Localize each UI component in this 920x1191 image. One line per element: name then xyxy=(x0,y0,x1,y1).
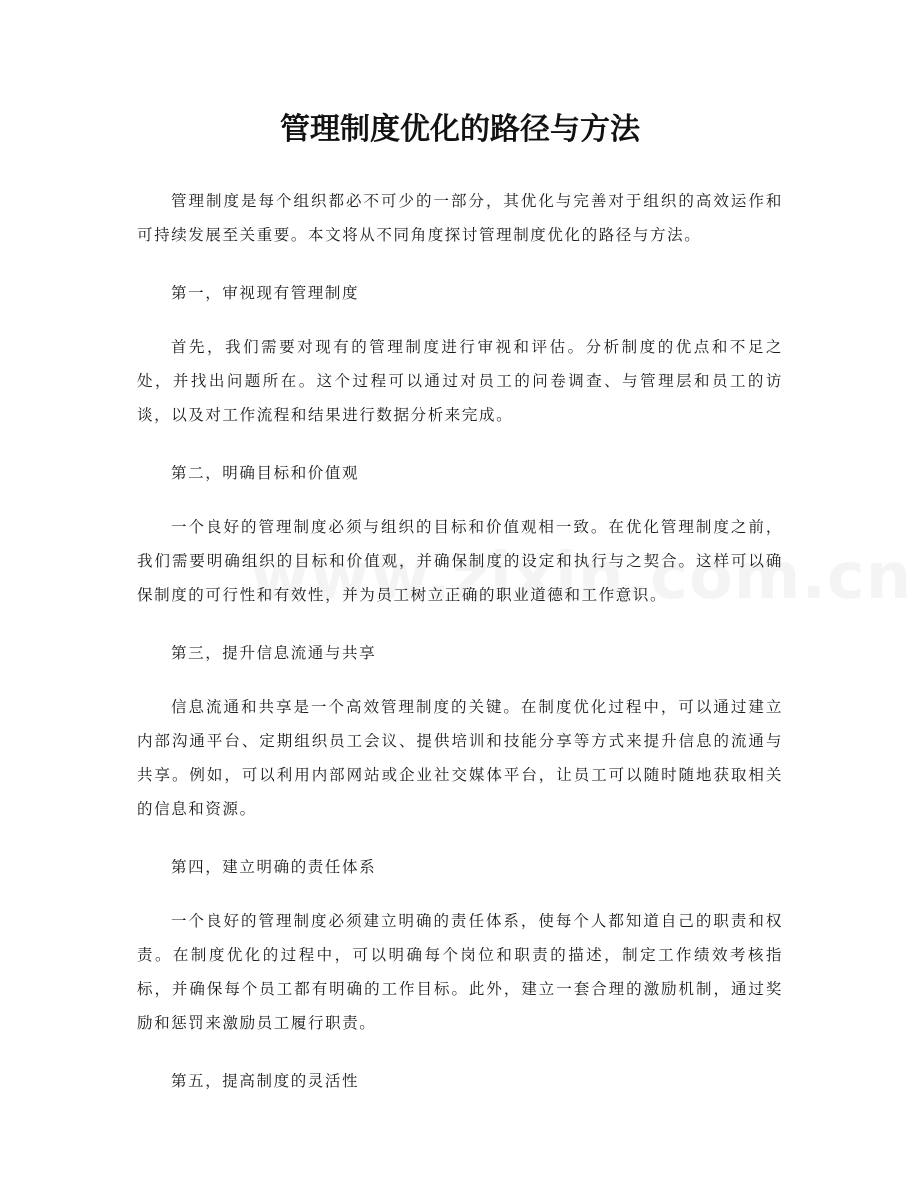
section-body-1: 首先，我们需要对现有的管理制度进行审视和评估。分析制度的优点和不足之处，并找出问题所在。这个过程可以通过对员工的问卷调查、与管理层和员工的访谈，以及对工作流程和结果进行数据分析来完成。 xyxy=(137,338,783,424)
section-heading-4: 第四，建立明确的责任体系 xyxy=(171,858,377,876)
section-body-2: 一个良好的管理制度必须与组织的目标和价值观相一致。在优化管理制度之前，我们需要明确组织的目标和价值观，并确保制度的设定和执行与之契合。这样可以确保制度的可行性和有效性，并为员工树立正确的职业道德和工作意识。 xyxy=(137,518,783,604)
section-heading-1: 第一，审视现有管理制度 xyxy=(171,284,360,302)
intro-paragraph: 管理制度是每个组织都必不可少的一部分，其优化与完善对于组织的高效运作和可持续发展至关重要。本文将从不同角度探讨管理制度优化的路径与方法。 xyxy=(137,192,783,244)
document-body xyxy=(137,184,783,1118)
section-body-3: 信息流通和共享是一个高效管理制度的关键。在制度优化过程中，可以通过建立内部沟通平台、定期组织员工会议、提供培训和技能分享等方式来提升信息的流通与共享。例如，可以利用内部网站或企业社交媒体平台，让员工可以随时随地获取相关的信息和资源。 xyxy=(137,698,783,818)
section-heading-5: 第五，提高制度的灵活性 xyxy=(171,1072,360,1090)
section-body-4: 一个良好的管理制度必须建立明确的责任体系，使每个人都知道自己的职责和权责。在制度优化的过程中，可以明确每个岗位和职责的描述，制定工作绩效考核指标，并确保每个员工都有明确的工作目标。此外，建立一套合理的激励机制，通过奖励和惩罚来激励员工履行职责。 xyxy=(137,912,783,1032)
section-heading-3: 第三，提升信息流通与共享 xyxy=(171,644,377,662)
section-heading-2: 第二，明确目标和价值观 xyxy=(171,464,360,482)
document-title: 管理制度优化的路径与方法 xyxy=(280,112,640,147)
